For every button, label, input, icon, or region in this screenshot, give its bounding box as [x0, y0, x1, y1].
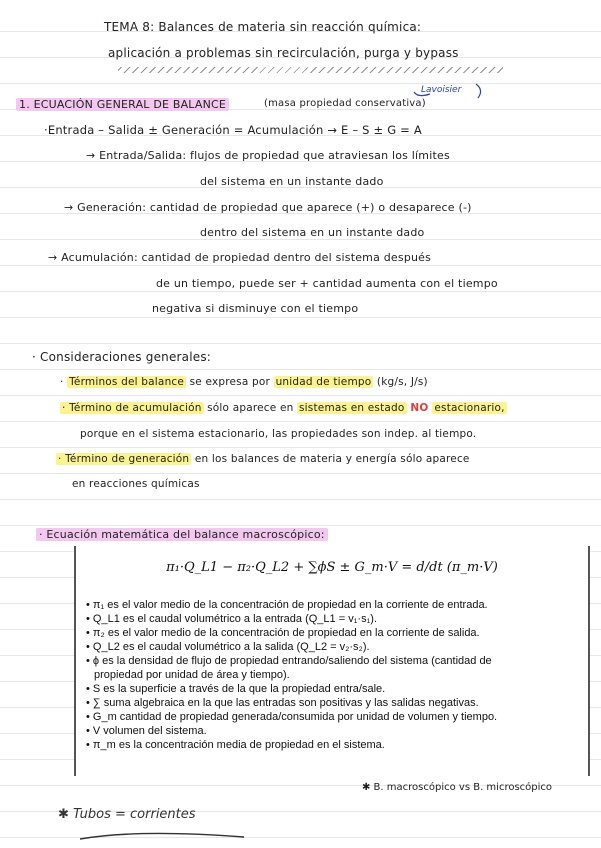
- estacionario-highlight: estacionario,: [434, 402, 505, 414]
- formula-box: [74, 546, 590, 776]
- considerations-heading: · Consideraciones generales:: [32, 350, 212, 364]
- acumulacion-line-1: → Acumulación: cantidad de propiedad dentro del sistema después: [48, 251, 432, 264]
- acumulacion-term-line-2: porque en el sistema estacionario, las propiedades son indep. al tiempo.: [80, 428, 477, 440]
- lavoisier-note: Lavoisier: [421, 85, 462, 95]
- definition-item: • G_m cantidad de propiedad generada/consumida por unidad de volumen y tiempo.: [86, 711, 498, 723]
- entrada-salida-line-2: del sistema en un instante dado: [200, 175, 384, 188]
- generacion-line-1: → Generación: cantidad de propiedad que aparece (+) o desaparece (-): [64, 201, 472, 214]
- terms-units: (kg/s, J/s): [373, 376, 428, 388]
- terms-highlight: Términos del balance: [69, 376, 185, 388]
- page-subtitle: aplicación a problemas sin recirculación, purga y bypass: [108, 46, 459, 60]
- no-emphasis: NO: [406, 402, 433, 414]
- heading-highlight: 1. ECUACIÓN GENERAL DE BALANCE: [16, 98, 229, 111]
- terms-mid: se expresa por: [186, 376, 274, 388]
- definition-item: • ϕ es la densidad de flujo de propiedad entrando/saliendo del sistema (cantidad de: [86, 655, 492, 667]
- conservative-note: (masa propiedad conservativa): [264, 98, 426, 109]
- title-underline: [118, 67, 503, 73]
- definition-item: • ∑ suma algebraica en la que las entradas son positivas y las salidas negativas.: [86, 697, 479, 709]
- acumulacion-term-line: [60, 402, 507, 414]
- definition-item: • π_m es la concentración media de propiedad en el sistema.: [86, 739, 385, 751]
- generacion-term-post: en los balances de materia y energía sólo aparece: [191, 453, 470, 465]
- definition-item: • S es la superficie a través de la que la propiedad entra/sale.: [86, 683, 386, 695]
- acumulacion-term-highlight: · Término de acumulación: [62, 402, 202, 414]
- balance-equation-line: ·Entrada – Salida ± Generación = Acumulación → E – S ± G = A: [44, 123, 422, 137]
- terms-line: [60, 376, 428, 388]
- definition-item: propiedad por unidad de área y tiempo).: [94, 669, 290, 681]
- balance-formula: π₁·Q_L1 − π₂·Q_L2 + ∑ϕS ± G_m·V = d/dt (π_m·V): [166, 560, 498, 575]
- unit-time-highlight: unidad de tiempo: [275, 376, 372, 388]
- generacion-term-line-2: en reacciones químicas: [72, 478, 200, 490]
- generacion-line-2: dentro del sistema en un instante dado: [200, 226, 425, 239]
- math-heading: [36, 528, 328, 541]
- terms-bullet: ·: [60, 376, 68, 388]
- definition-item: • Q_L1 es el caudal volumétrico a la entrada (Q_L1 = v₁·s₁).: [86, 613, 378, 625]
- acumulacion-line-3: negativa si disminuye con el tiempo: [152, 302, 359, 315]
- definitions-list: [86, 598, 582, 752]
- tubos-underline-icon: [78, 825, 248, 845]
- acumulacion-term-mid: sólo aparece en: [203, 402, 298, 414]
- definition-item: • Q_L2 es el caudal volumétrico a la salida (Q_L2 = v₂·s₂).: [86, 641, 370, 653]
- acumulacion-line-2: de un tiempo, puede ser + cantidad aumenta con el tiempo: [156, 277, 498, 290]
- math-heading-highlight: · Ecuación matemática del balance macroscópico:: [36, 528, 328, 541]
- sistemas-estado-highlight: sistemas en estado: [299, 402, 405, 414]
- definition-item: • V volumen del sistema.: [86, 725, 207, 737]
- tubos-note: ✱ Tubos = corrientes: [58, 807, 196, 822]
- generacion-term-highlight: · Término de generación: [58, 453, 190, 465]
- entrada-salida-line-1: → Entrada/Salida: flujos de propiedad que atraviesan los límites: [86, 149, 450, 162]
- macro-vs-micro-note: ✱ B. macroscópico vs B. microscópico: [362, 782, 553, 793]
- page-title: TEMA 8: Balances de materia sin reacción química:: [104, 20, 422, 34]
- definition-item: • π₁ es el valor medio de la concentración de propiedad en la corriente de entrada.: [86, 599, 488, 611]
- generacion-term-line: [56, 453, 470, 465]
- section-heading-general-balance: [16, 98, 229, 111]
- definition-item: • π₂ es el valor medio de la concentración de propiedad en la corriente de salida.: [86, 627, 480, 639]
